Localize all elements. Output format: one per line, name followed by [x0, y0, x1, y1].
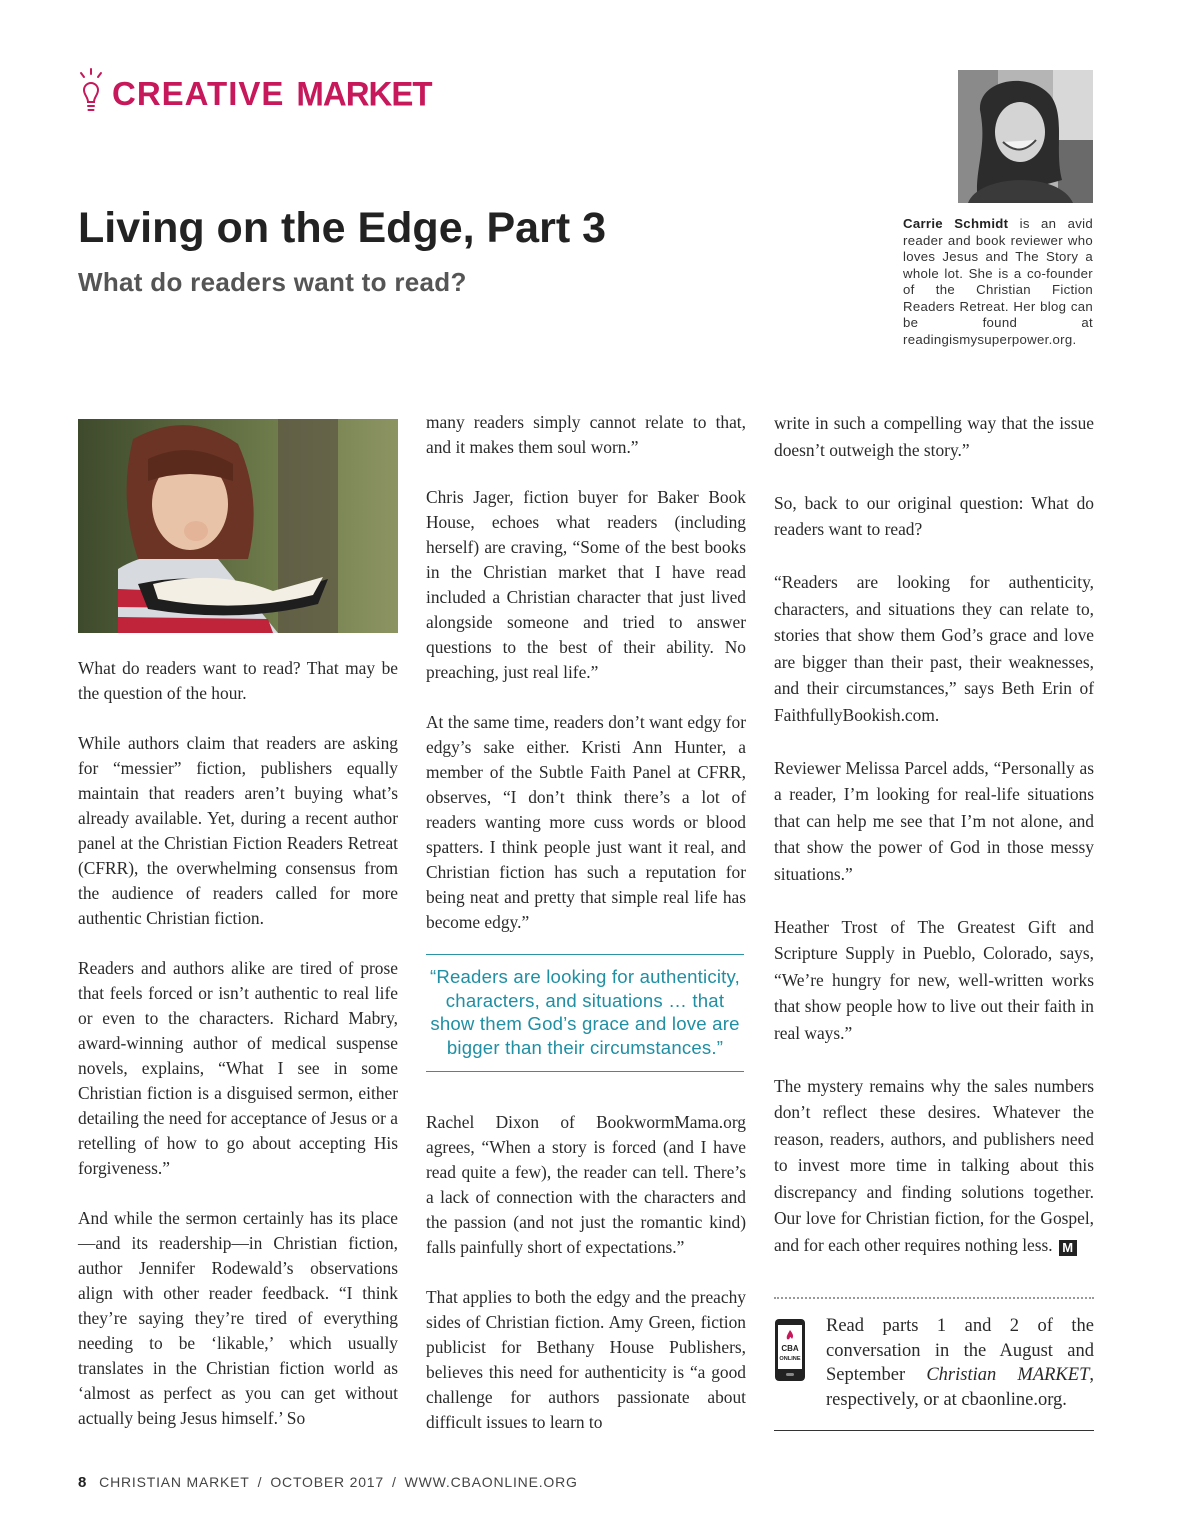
footer-url: WWW.CBAONLINE.ORG: [404, 1474, 578, 1490]
article-subtitle: What do readers want to read?: [78, 267, 467, 297]
cba-text-publication: Christian MARKET: [926, 1365, 1090, 1385]
article-title: Living on the Edge, Part 3: [78, 204, 607, 252]
cba-icon-label: CBA: [781, 1344, 799, 1353]
cba-online-text: [826, 1314, 1094, 1412]
section-title-market: MARKET: [296, 74, 432, 113]
paragraph: Chris Jager, fiction buyer for Baker Book House, echoes what readers (including herself) are craving, “Some of the best books in the Christian market that I have read included a Christian character that just lived alongside someone and tried to answer questions to the best of their ability. No preaching, just real life.”: [426, 487, 746, 682]
lightbulb-icon: [78, 68, 104, 120]
paragraph: Reviewer Melissa Parcel adds, “Personally as a reader, I’m looking for real-life situations that can help me see that I’m not alone, and that show the power of God in those messy situations.”: [774, 757, 1094, 884]
end-mark-icon: M: [1059, 1240, 1077, 1256]
section-title-creative: CREATIVE: [112, 75, 285, 112]
footer-separator: /: [391, 1474, 397, 1490]
dotted-divider: [774, 1297, 1094, 1299]
paragraph: While authors claim that readers are asking for “messier” fiction, publishers equally maintain that readers aren’t buying what’s already available. Yet, during a recent author panel at the Christian Fiction Readers Retreat (CFRR), the overwhelming consensus from the audience of readers called for more authentic Christian fiction.: [78, 733, 398, 928]
paragraph: write in such a compelling way that the issue doesn’t outweigh the story.”: [774, 413, 1094, 460]
paragraph: Readers and authors alike are tired of prose that feels forced or isn’t authentic to real life or even to the characters. Richard Mabry, award-winning author of medical suspense novels, explains, “What I see in some Christian fiction is a disguised sermon, either detailing the need for acceptance of Jesus or a retelling of how to go about accepting His forgiveness.”: [78, 958, 398, 1178]
paragraph: many readers simply cannot relate to that, and it makes them soul worn.”: [426, 412, 746, 457]
paragraph: Rachel Dixon of BookwormMama.org agrees, “When a story is forced (and I have read quite a few), the reader can tell. There’s a lack of connection with the characters and the passion (and not just the romantic kind) falls painfully short of expectations.”: [426, 1112, 746, 1257]
pull-quote: [426, 954, 744, 1072]
online-icon-label: ONLINE: [779, 1356, 801, 1362]
section-header: [78, 66, 432, 122]
footer-separator: /: [257, 1474, 263, 1490]
article-photo-woman-reading: [78, 419, 398, 633]
paragraph: “Readers are looking for authenticity, characters, and situations they can relate to, stories that show them God’s grace and love are bigger than their past, their weaknesses, and their circumstances,” says Beth Erin of FaithfullyBookish.com.: [774, 572, 1094, 725]
footer-publication: CHRISTIAN MARKET: [99, 1474, 250, 1490]
paragraph: What do readers want to read? That may be the question of the hour.: [78, 658, 398, 703]
paragraph: That applies to both the edgy and the preachy sides of Christian fiction. Amy Green, fiction publicist for Bethany House Publishers, believes this need for authenticity is “a good challenge for authors passionate about difficult issues to learn to: [426, 1287, 746, 1432]
article-column-3: [774, 410, 1094, 1258]
final-paragraph-text: The mystery remains why the sales numbers don’t reflect these desires. Whatever the reason, readers, authors, and publishers need to invest more time in talking about this discrepancy and finding solutions together. Our love for Christian fiction, for the Gospel, and for each other requires nothing less.: [774, 1075, 1094, 1255]
paragraph: At the same time, readers don’t want edgy for edgy’s sake either. Kristi Ann Hunter, a member of the Subtle Faith Panel at CFRR, observes, “I don’t think there’s a lot of readers wanting more cuss words or blood spatters. I think people just want it real, and Christian fiction has such a reputation for being neat and pretty that simple real life has become edgy.”: [426, 712, 746, 932]
paragraph: And while the sermon certainly has its place—and its readership—in Christian fiction, author Jennifer Rodewald’s observations align with other reader feedback. “I think they’re saying they’re tired of everything needing to be ‘likable,’ which usually translates in the Christian fiction world as ‘almost as perfect as you can get without actually being Jesus himself.’ So: [78, 1208, 398, 1428]
author-name: Carrie Schmidt: [903, 216, 1009, 231]
footer-issue: OCTOBER 2017: [270, 1474, 384, 1490]
author-bio: [903, 216, 1093, 348]
paragraph: So, back to our original question: What do readers want to read?: [774, 492, 1094, 539]
paragraph: Heather Trost of The Greatest Gift and Scripture Supply in Pueblo, Colorado, says, “We’re hungry for new, well-written works that show people how to live out their faith in real ways.”: [774, 916, 1094, 1043]
cba-text-part: Read parts 1 and 2 of the conversation in the August and September: [826, 1316, 1094, 1385]
cba-online-note: [774, 1314, 1094, 1410]
article-column-2-continued: [426, 1110, 746, 1460]
cba-text-part: , respectively, or at cbaonline.org.: [826, 1365, 1094, 1410]
article-column-1: [78, 656, 398, 1456]
pull-quote-text: “Readers are looking for authenticity, characters, and situations … that show them God’s grace and love are bigger than their circumstances.”: [429, 966, 741, 1058]
page-number: 8: [78, 1474, 88, 1491]
author-bio-text: is an avid reader and book reviewer who loves Jesus and The Story a whole lot. She is a co-founder of the Christian Fiction Readers Retreat. Her blog can be found at readingismysuperpower.org.: [903, 216, 1093, 347]
article-column-2: [426, 410, 746, 960]
page-footer: [78, 1474, 578, 1491]
divider: [774, 1430, 1094, 1431]
phone-icon: [774, 1318, 806, 1382]
paragraph-final: [774, 1073, 1094, 1259]
author-photo: [958, 70, 1093, 203]
